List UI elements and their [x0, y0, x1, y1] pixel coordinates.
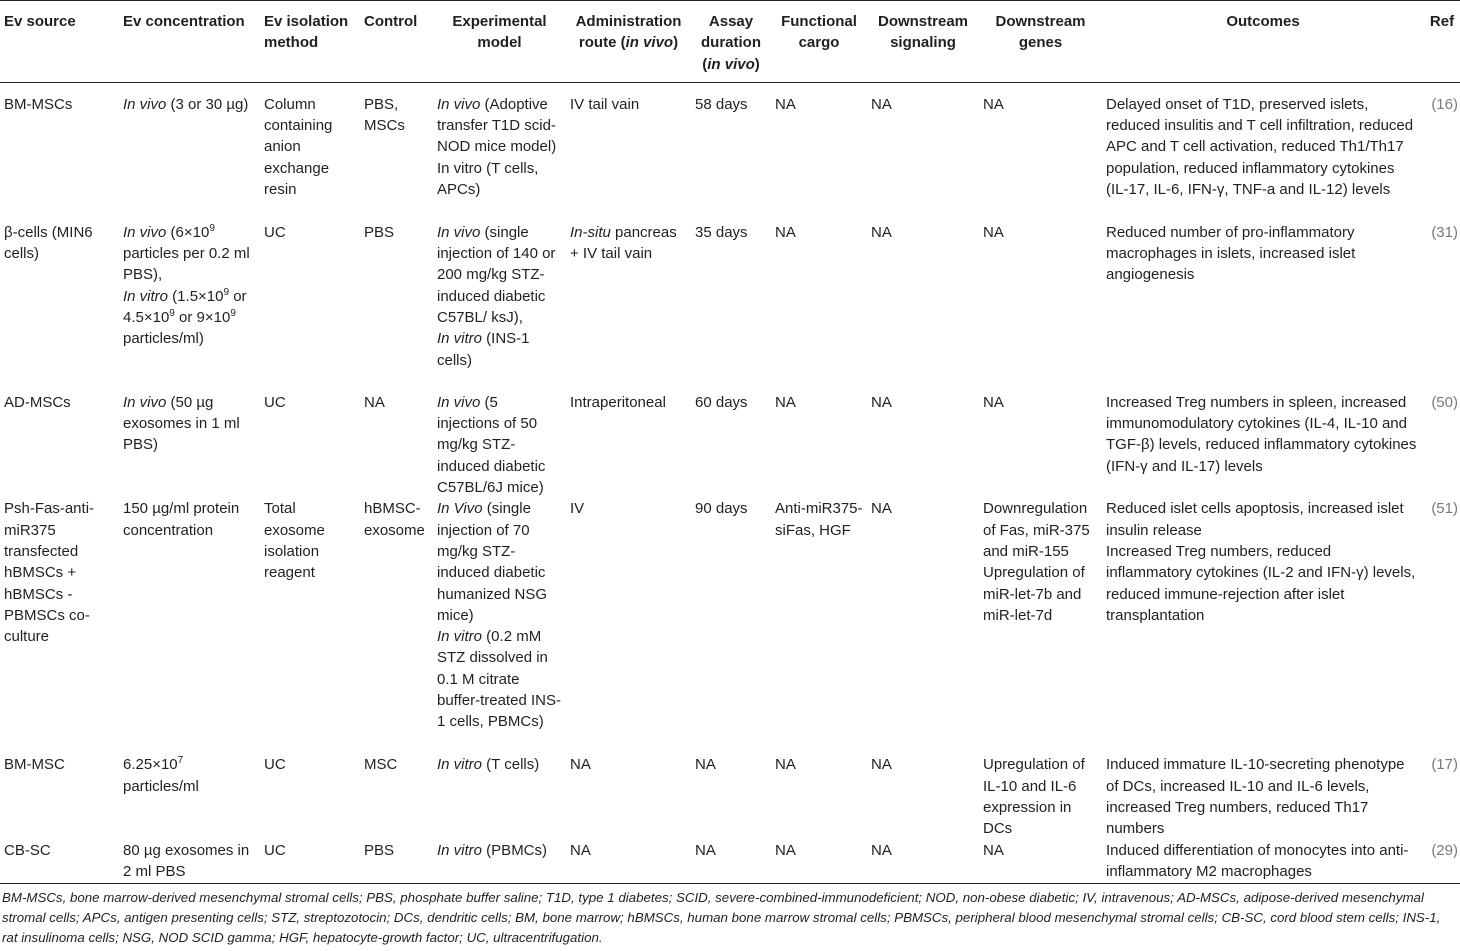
col-header-route: Administration route (in vivo) [566, 1, 691, 83]
cell-concentration: In vivo (3 or 30 µg) [123, 95, 249, 113]
cell-control: MSC [364, 756, 398, 774]
cell-outcomes: Reduced islet cells apoptosis, increased islet insulin release Increased Treg numbers, reduced inflammatory cytokines (IL-2 and IFN-γ) levels, reduced immune-rejection after islet transplantation [1106, 500, 1416, 624]
header-row [0, 1, 1460, 83]
cell-route: Intraperitoneal [570, 393, 666, 411]
cell-cargo: NA [775, 756, 796, 774]
cell-genes: NA [983, 95, 1004, 113]
cell-isolation: UC [264, 756, 286, 774]
table-row [0, 82, 1460, 222]
cell-control: PBS [360, 840, 433, 884]
cell-cargo: Anti-miR375-siFas, HGF [775, 500, 863, 539]
cell-ref[interactable]: (51) [1431, 500, 1458, 518]
cell-genes: NA [983, 223, 1004, 241]
cell-signaling: NA [871, 500, 892, 518]
cell-model: In vivo (single injection of 140 or 200 mg/kg STZ-induced diabetic C57BL/ ksJ), In vitro (INS-1 cells) [437, 223, 556, 369]
cell-duration: 58 days [695, 95, 748, 113]
cell-concentration: 80 µg exosomes in 2 ml PBS [119, 840, 260, 884]
cell-cargo: NA [775, 95, 796, 113]
cell-control: NA [364, 393, 385, 411]
cell-route: NA [566, 840, 691, 884]
cell-concentration: $6.25\times 10^7$ particles/ml [123, 755, 199, 795]
cell-isolation: Total exosome isolation reagent [264, 500, 325, 582]
cell-isolation: UC [264, 223, 286, 241]
cell-source: BM-MSC [4, 756, 65, 774]
cell-cargo: NA [775, 223, 796, 241]
cell-outcomes: Induced differentiation of monocytes into anti-inflammatory M2 macrophages [1102, 840, 1424, 884]
col-header-control: Control [360, 1, 433, 83]
cell-cargo: NA [775, 393, 796, 411]
table-row [0, 392, 1460, 498]
cell-source: β-cells (MIN6 cells) [4, 223, 93, 263]
cell-outcomes: Increased Treg numbers in spleen, increased immunomodulatory cytokines (IL-4, IL-10 and TGF-β) levels, reduced inflammatory cytokines (IFN-γ and IL-17) levels [1106, 393, 1417, 475]
cell-route: NA [570, 756, 591, 774]
cell-genes: Upregulation of IL-10 and IL-6 expression in DCs [983, 756, 1085, 838]
cell-model: In vitro (PBMCs) [433, 840, 566, 884]
table-footnote: BM-MSCs, bone marrow-derived mesenchymal stromal cells; PBS, phosphate buffer saline; T1D, type 1 diabetes; SCID, severe-combined-immunodeficient; NOD, non-obese diabetic; IV, intravenous; AD-MSCs, adipose-derived mesenchymal stromal cells; APCs, antigen presenting cells; STZ, streptozotocin; DCs, dendritic cells; BM, bone marrow; hBMSCs, human bone marrow stromal cells; PBMSCs, peripheral blood mesenchymal stromal cells; CB-SC, cord blood stem cells; INS-1, rat insulinoma cells; NSG, NOD SCID gamma; HGF, hepatocyte-growth factor; UC, ultracentrifugation. [2, 889, 1441, 945]
cell-ref[interactable]: (50) [1431, 393, 1458, 411]
cell-outcomes: Delayed onset of T1D, preserved islets, reduced insulitis and T cell infiltration, reduced APC and T cell activation, reduced Th1/Th17 population, reduced inflammatory cytokines (IL-17, IL-6, IFN-γ, TNF-a and IL-12) levels [1106, 95, 1414, 199]
cell-model: In vitro (T cells) [437, 756, 540, 774]
cell-ref[interactable]: (31) [1431, 223, 1458, 241]
cell-model: In vivo (5 injections of 50 mg/kg STZ-induced diabetic C57BL/6J mice) [437, 393, 546, 497]
cell-isolation: UC [260, 840, 360, 884]
cell-concentration: In vivo (50 µg exosomes in 1 ml PBS) [123, 393, 240, 454]
col-header-outcomes: Outcomes [1102, 1, 1424, 83]
col-header-model: Experimental model [433, 1, 566, 83]
cell-control: PBS [364, 223, 395, 241]
cell-model: In Vivo (single injection of 70 mg/kg STZ-induced diabetic humanized NSG mice) In vitro (0.2 mM STZ dissolved in 0.1 M citrate buffer-treated INS-1 cells, PBMCs) [437, 500, 561, 731]
cell-route: In-situ pancreas + IV tail vain [570, 223, 677, 263]
cell-isolation: UC [264, 393, 286, 411]
cell-source: AD-MSCs [4, 393, 71, 411]
cell-outcomes: Reduced number of pro-inflammatory macrophages in islets, increased islet angiogenesis [1106, 223, 1356, 284]
table-row [0, 222, 1460, 392]
table-row [0, 840, 1460, 884]
cell-source: BM-MSCs [4, 95, 73, 113]
cell-cargo: NA [771, 840, 867, 884]
cell-route: IV tail vain [570, 95, 640, 113]
col-header-genes: Downstream genes [979, 1, 1102, 83]
col-header-ref: Ref [1424, 1, 1460, 83]
cell-source: CB-SC [0, 840, 119, 884]
cell-duration: 35 days [695, 223, 748, 241]
cell-duration: 60 days [695, 393, 748, 411]
cell-signaling: NA [871, 223, 892, 241]
cell-duration: NA [695, 756, 716, 774]
cell-source: Psh-Fas-anti-miR375 transfected hBMSCs + hBMSCs -PBMSCs co-culture [4, 500, 95, 646]
cell-control: hBMSC-exosome [364, 500, 425, 539]
cell-ref[interactable]: (16) [1431, 95, 1458, 113]
table-row [0, 498, 1460, 754]
cell-route: IV [570, 500, 585, 518]
col-header-signaling: Downstream signaling [867, 1, 979, 83]
col-header-isolation: Ev isolation method [260, 1, 360, 83]
table-row [0, 754, 1460, 839]
cell-genes: NA [983, 393, 1004, 411]
cell-concentration: In vivo ($6\times 10^9$ particles per 0.2 ml PBS), In vitro ($1.5\times 10^9$ or $4.5\times 10^9$ or $9\times 10^9$ particles/ml) [123, 222, 250, 348]
cell-genes: Downregulation of Fas, miR-375 and miR-155 Upregulation of miR-let-7b and miR-let-7d [983, 500, 1090, 624]
cell-ref[interactable]: (29) [1424, 840, 1460, 884]
cell-signaling: NA [871, 393, 892, 411]
col-header-ev-source: Ev source [0, 1, 119, 83]
cell-genes: NA [979, 840, 1102, 884]
col-header-duration: Assay duration (in vivo) [691, 1, 771, 83]
cell-signaling: NA [867, 840, 979, 884]
cell-signaling: NA [871, 756, 892, 774]
cell-signaling: NA [871, 95, 892, 113]
col-header-cargo: Functional cargo [771, 1, 867, 83]
cell-duration: NA [691, 840, 771, 884]
col-header-ev-concentration: Ev concentration [119, 1, 260, 83]
cell-duration: 90 days [695, 500, 748, 518]
cell-isolation: Column containing anion exchange resin [264, 95, 333, 199]
cell-model: In vivo (Adoptive transfer T1D scid-NOD mice model) In vitro (T cells, APCs) [437, 95, 557, 199]
cell-control: PBS, MSCs [364, 95, 405, 135]
cell-outcomes: Induced immature IL-10-secreting phenotype of DCs, increased IL-10 and IL-6 levels, increased Treg numbers, reduced Th17 numbers [1106, 756, 1405, 838]
cell-concentration: 150 µg/ml protein concentration [123, 500, 240, 539]
cell-ref[interactable]: (17) [1431, 756, 1458, 774]
